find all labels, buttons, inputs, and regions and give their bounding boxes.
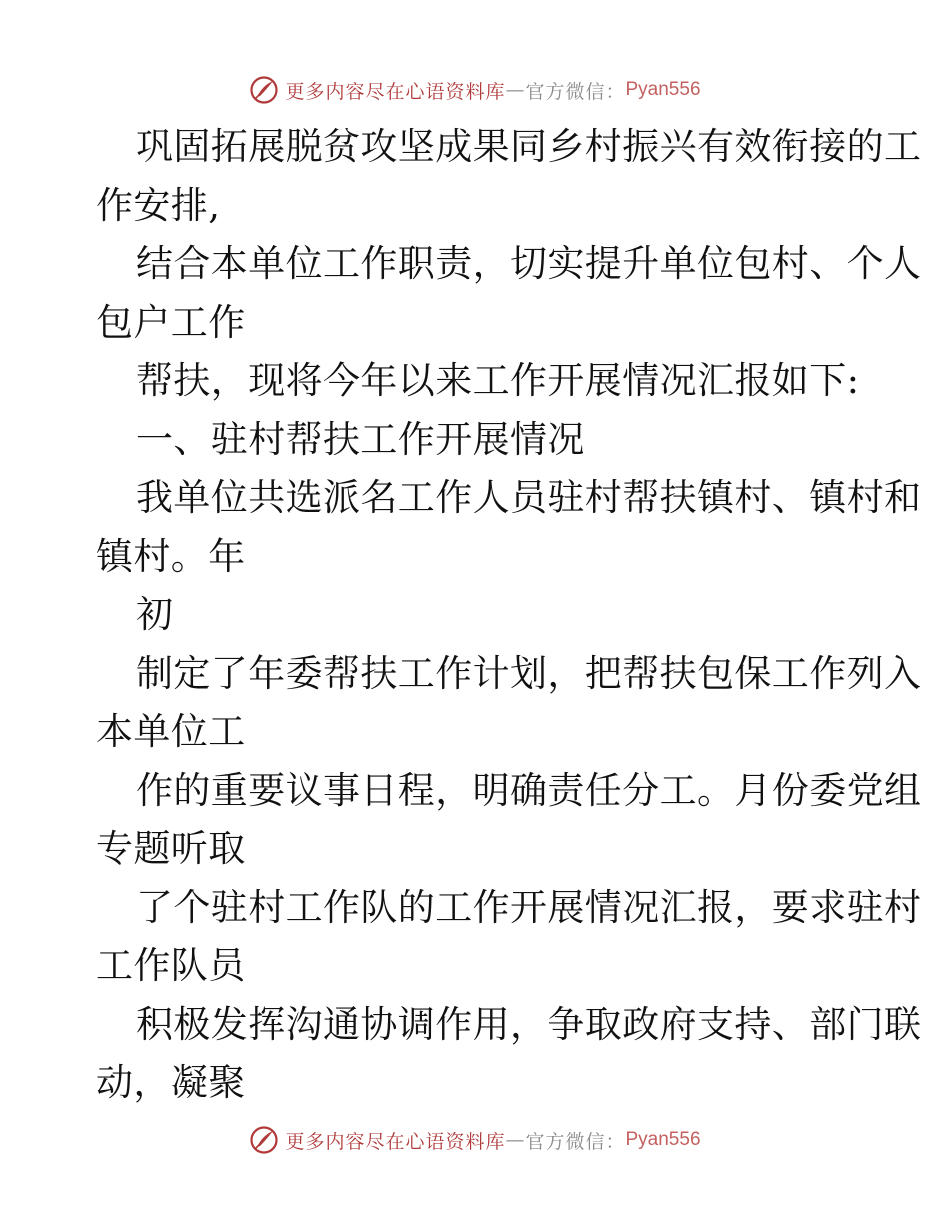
watermark-wechat-id: Pyan556	[625, 1129, 701, 1150]
watermark-label: 官方微信：	[525, 1130, 626, 1153]
text-line: 专题听取	[96, 827, 246, 870]
text-line: 作的重要议事日程，明确责任分工。月份委党组	[136, 768, 922, 812]
text-line: 结合本单位工作职责，切实提升单位包村、个人	[136, 242, 922, 285]
text-line: 工作队员	[96, 944, 246, 987]
watermark-brand-text: 更多内容尽在心语资料库	[285, 80, 506, 103]
watermark-label: 官方微信：	[525, 80, 626, 103]
text-line: 镇村。年	[96, 534, 246, 578]
watermark-separator: —	[505, 1129, 526, 1151]
watermark-wechat-id: Pyan556	[625, 79, 701, 100]
text-line: 作安排,	[96, 183, 221, 227]
watermark-brand-text: 更多内容尽在心语资料库	[285, 1130, 506, 1153]
text-line: 我单位共选派名工作人员驻村帮扶镇村、镇村和	[136, 476, 922, 519]
text-line: 积极发挥沟通协调作用，争取政府支持、部门联	[136, 1002, 922, 1046]
quill-logo-icon	[249, 1125, 279, 1155]
watermark-separator: —	[505, 79, 526, 101]
text-line: 巩固拓展脱贫攻坚成果同乡村振兴有效衔接的工	[136, 125, 922, 168]
text-line: 动，凝聚	[96, 1061, 246, 1104]
text-line: 帮扶，现将今年以来工作开展情况汇报如下:	[136, 359, 860, 402]
document-body	[96, 118, 922, 1113]
section-heading: 一、驻村帮扶工作开展情况	[136, 417, 585, 461]
header-watermark	[0, 70, 950, 110]
text-line: 本单位工	[96, 710, 246, 753]
text-line: 初	[136, 593, 174, 636]
footer-watermark	[0, 1120, 950, 1160]
quill-logo-icon	[249, 75, 279, 105]
text-line: 包户工作	[96, 300, 246, 344]
text-line: 了个驻村工作队的工作开展情况汇报，要求驻村	[136, 885, 922, 929]
text-line: 制定了年委帮扶工作计划，把帮扶包保工作列入	[136, 651, 922, 695]
